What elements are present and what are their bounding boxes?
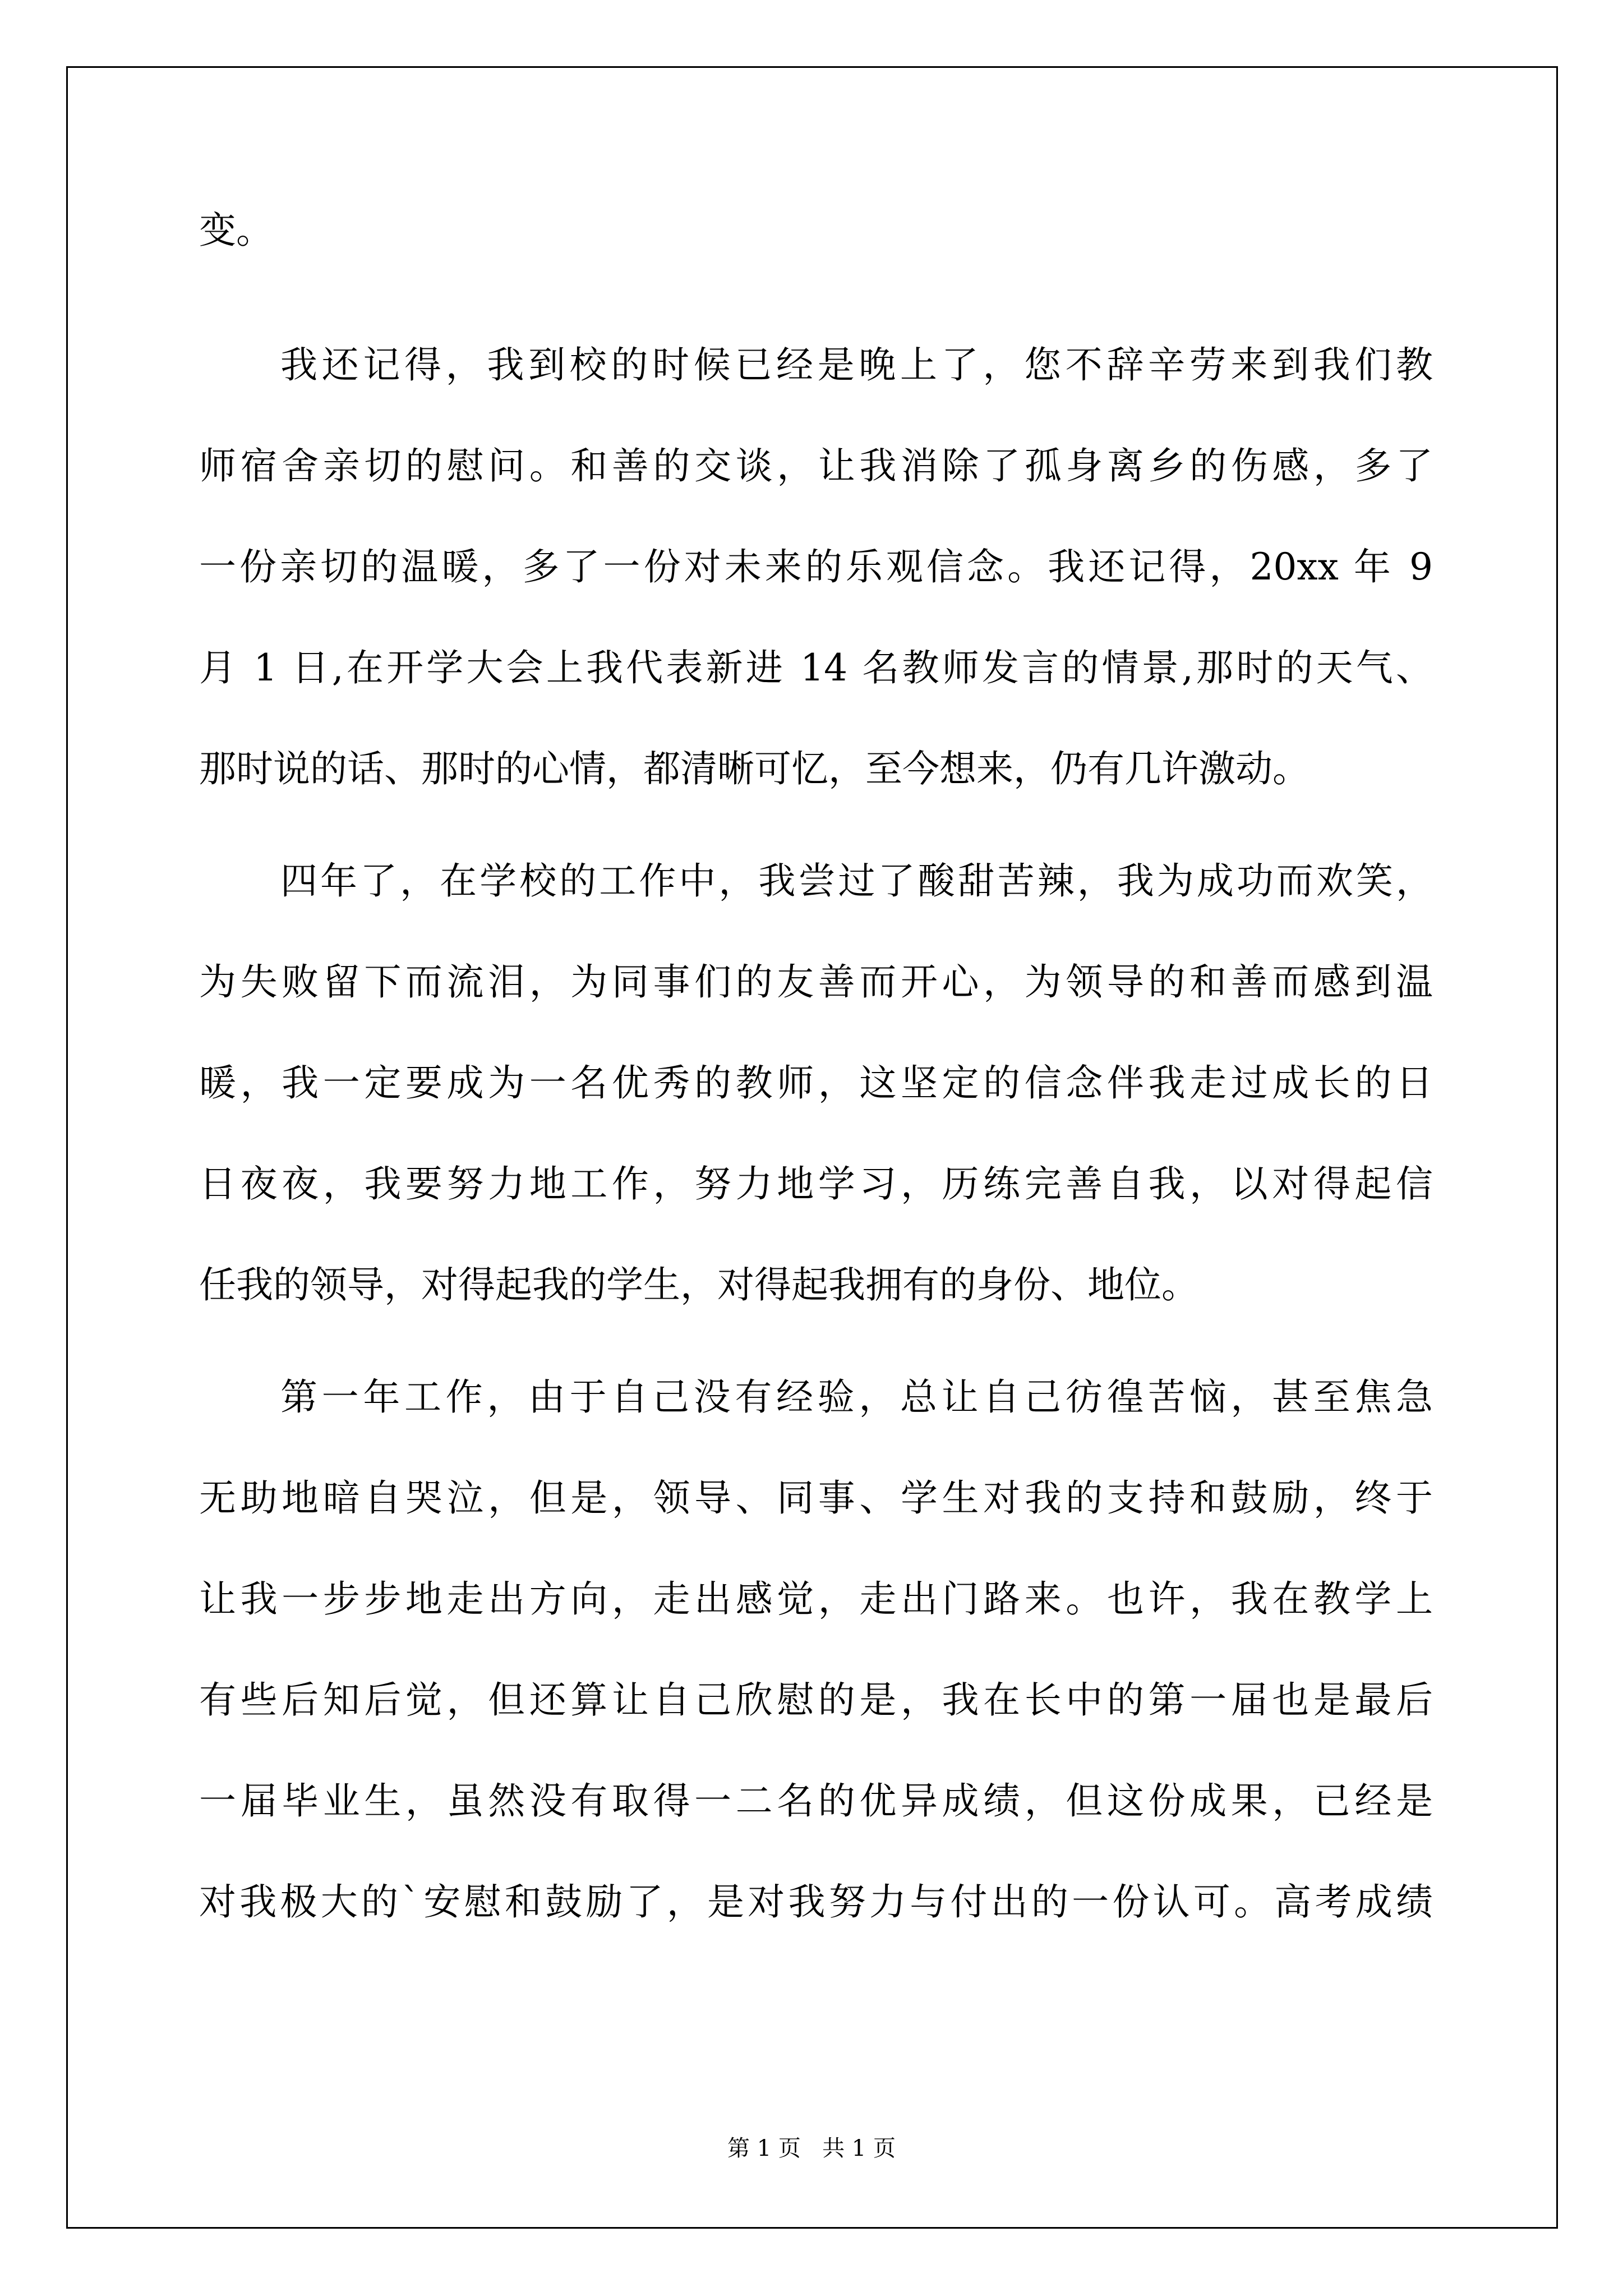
- text-line: 暖，我一定要成为一名优秀的教师，这坚定的信念伴我走过成长的日: [199, 1061, 1433, 1105]
- paragraph-first-line: 第一年工作，由于自己没有经验，总让自己彷徨苦恼，甚至焦急: [280, 1375, 1433, 1419]
- text-line: 有些后知后觉，但还算让自己欣慰的是，我在长中的第一届也是最后: [199, 1678, 1433, 1722]
- text-line: 月 1 日,在开学大会上我代表新进 14 名教师发言的情景,那时的天气、: [199, 646, 1433, 689]
- text-line: 让我一步步地走出方向，走出感觉，走出门路来。也许，我在教学上: [199, 1577, 1433, 1621]
- paragraph-first-line: 我还记得，我到校的时候已经是晚上了，您不辞辛劳来到我们教: [280, 343, 1433, 386]
- text-line: 为失败留下而流泪，为同事们的友善而开心，为领导的和善而感到温: [199, 960, 1433, 1004]
- text-line: 日夜夜，我要努力地工作，努力地学习，历练完善自我，以对得起信: [199, 1162, 1433, 1205]
- text-line: 师宿舍亲切的慰问。和善的交谈，让我消除了孤身离乡的伤感，多了: [199, 444, 1433, 487]
- text-line: 一份亲切的温暖，多了一份对未来的乐观信念。我还记得，20xx 年 9: [199, 545, 1433, 588]
- text-line: 无助地暗自哭泣，但是，领导、同事、学生对我的支持和鼓励，终于: [199, 1476, 1433, 1520]
- paragraph-first-line: 四年了，在学校的工作中，我尝过了酸甜苦辣，我为成功而欢笑，: [280, 859, 1433, 903]
- text-line: 一届毕业生，虽然没有取得一二名的优异成绩，但这份成果，已经是: [199, 1779, 1433, 1823]
- text-line: 对我极大的`安慰和鼓励了，是对我努力与付出的一份认可。高考成绩: [199, 1880, 1433, 1924]
- text-line: 任我的领导，对得起我的学生，对得起我拥有的身份、地位。: [199, 1263, 1198, 1306]
- text-line: 变。: [199, 209, 273, 252]
- page-footer: 第 1 页 共 1 页: [727, 2136, 896, 2161]
- text-line: 那时说的话、那时的心情，都清晰可忆，至今想来，仍有几许激动。: [199, 747, 1310, 790]
